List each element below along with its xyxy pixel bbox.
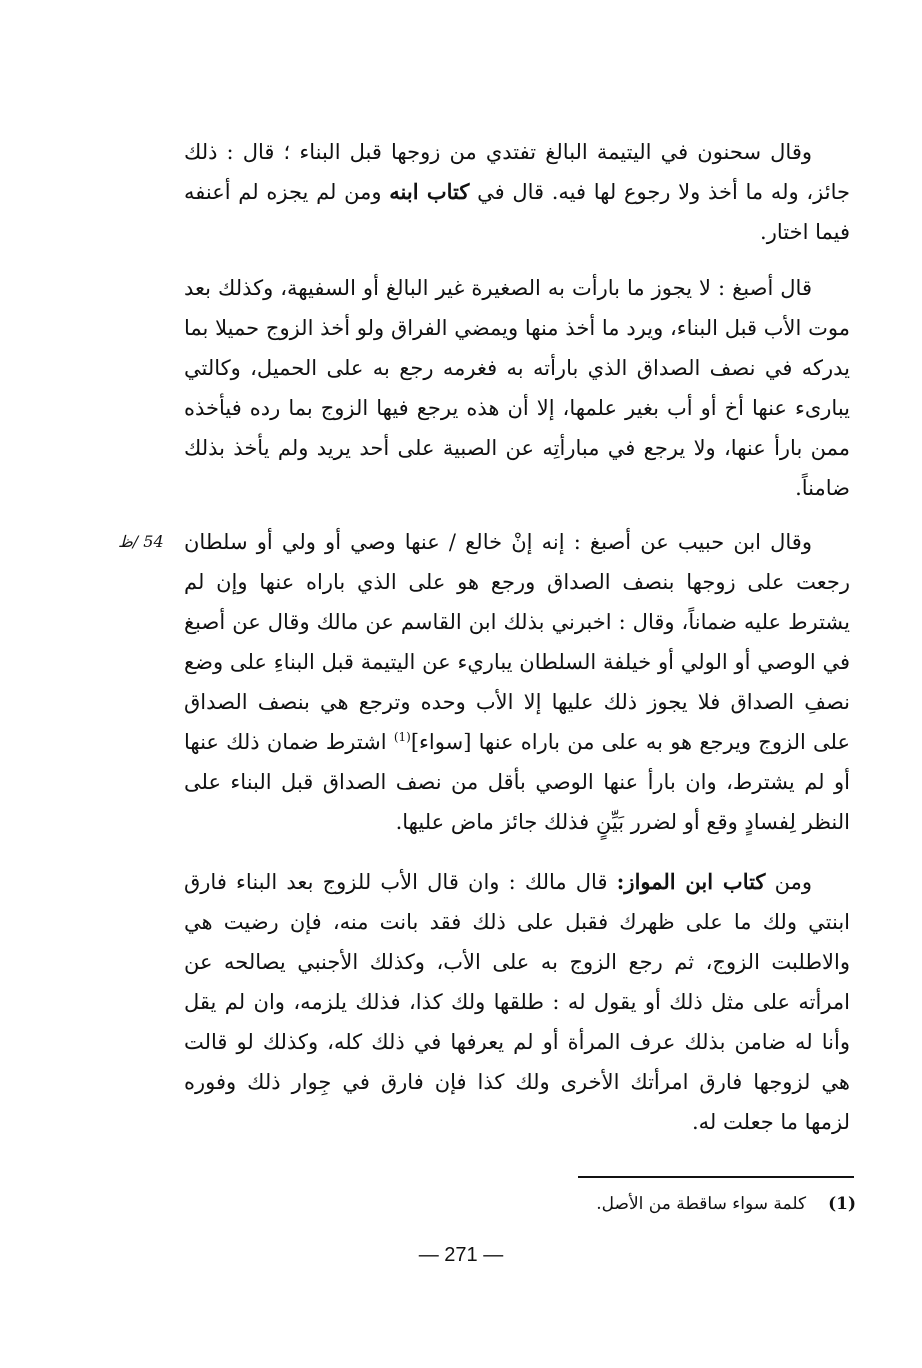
paragraph-text: قال مالك : وان قال الأب للزوج بعد البناء فارق ابنتي ولك ما على ظهرك فقبل على ذلك فقد بانت منه، فإن رضيت هي والاطلبت الزوج، ثم رجع الزوج به على الأب، وكذلك الأجنبي يصالحه عن امرأته على مثل ذلك أو يقول له : طلقها ولك كذا، فذلك يلزمه، وان لم يقل وأنا له ضامن بذلك عرف المرأة أو لم يعرفها في ذلك كله، وكذلك لو قالت هي لزوجها فارق امرأتك الأخرى ولك كذا فإن فارق في جِوار ذلك وفوره لزمها ما جعلت له. [184, 870, 850, 1134]
footnote-number: (1) [828, 1194, 856, 1214]
paragraph-ibn-al-mawwaz [184, 862, 850, 1142]
footnote-marker: (1) [393, 730, 411, 744]
bold-citation: كتاب ابن المواز: [616, 869, 766, 894]
footnote [460, 1190, 856, 1218]
margin-folio-note: 54 /ظ [118, 532, 164, 551]
paragraph-text: اشترط ضمان ذلك عنها أو لم يشترط، وان بارأ عنها الوصي بأقل من نصف الصداق قبل البناء على النظر لِفسادٍ وقع أو لضرر بَيِّنٍ فذلك جائز ماض عليها. [184, 730, 850, 834]
paragraph-text: قال أصبغ : لا يجوز ما بارأت به الصغيرة غير البالغ أو السفيهة، وكذلك بعد موت الأب قبل البناء، ويرد ما أخذ منها ويمضي الفراق ولو أخذ الزوج حميلا بما يدركه في نصف الصداق الذي بارأته به فغرمه رجع به على الحميل، وكالتي يبارىء عنها أخ أو أب بغير علمها، إلا أن هذه يرجع فيها الزوج بما رده فيأخذه ممن بارأ عنها، ولا يرجع في مبارأتِه عن الصبية على أحد يريد ولم يأخذ بذلك ضامناً. [184, 276, 850, 500]
footnote-text: كلمة سواء ساقطة من الأصل. [596, 1194, 807, 1214]
paragraph-asbagh [184, 268, 850, 508]
paragraph-text: ومن [765, 870, 812, 894]
paragraph-text: ومن لم يجزه لم أعنفه فيما اختار. [184, 180, 850, 244]
bold-citation: كتاب ابنه [389, 179, 470, 204]
footnote-divider [578, 1176, 854, 1178]
paragraph-text: وقال ابن حبيب عن أصبغ : إنه إنْ خالع / عنها وصي أو ولي أو سلطان رجعت على زوجها بنصف الصداق ورجع هو على الذي باراه عنها وإن لم يشترط عليه ضماناً، وقال : اخبرني بذلك ابن القاسم عن مالك وقال عن أصبغ في الوصي أو الولي أو خيلفة السلطان يباريء عن اليتيمة قبل البناءِ على وضع نصفِ الصداق فلا يجوز ذلك عليها إلا الأب وحده وترجع هي بنصف الصداق على الزوج ويرجع هو به على من باراه عنها [سواء] [184, 530, 851, 754]
paragraph-ibn-habib [184, 522, 850, 842]
paragraph-text: وقال سحنون في اليتيمة البالغ تفتدي من زوجها قبل البناء ؛ قال : ذلك جائز، وله ما أخذ ولا رجوع لها فيه. قال في [184, 140, 850, 204]
paragraph-sahnun [184, 132, 850, 252]
page-number: — 271 — [418, 1244, 504, 1266]
